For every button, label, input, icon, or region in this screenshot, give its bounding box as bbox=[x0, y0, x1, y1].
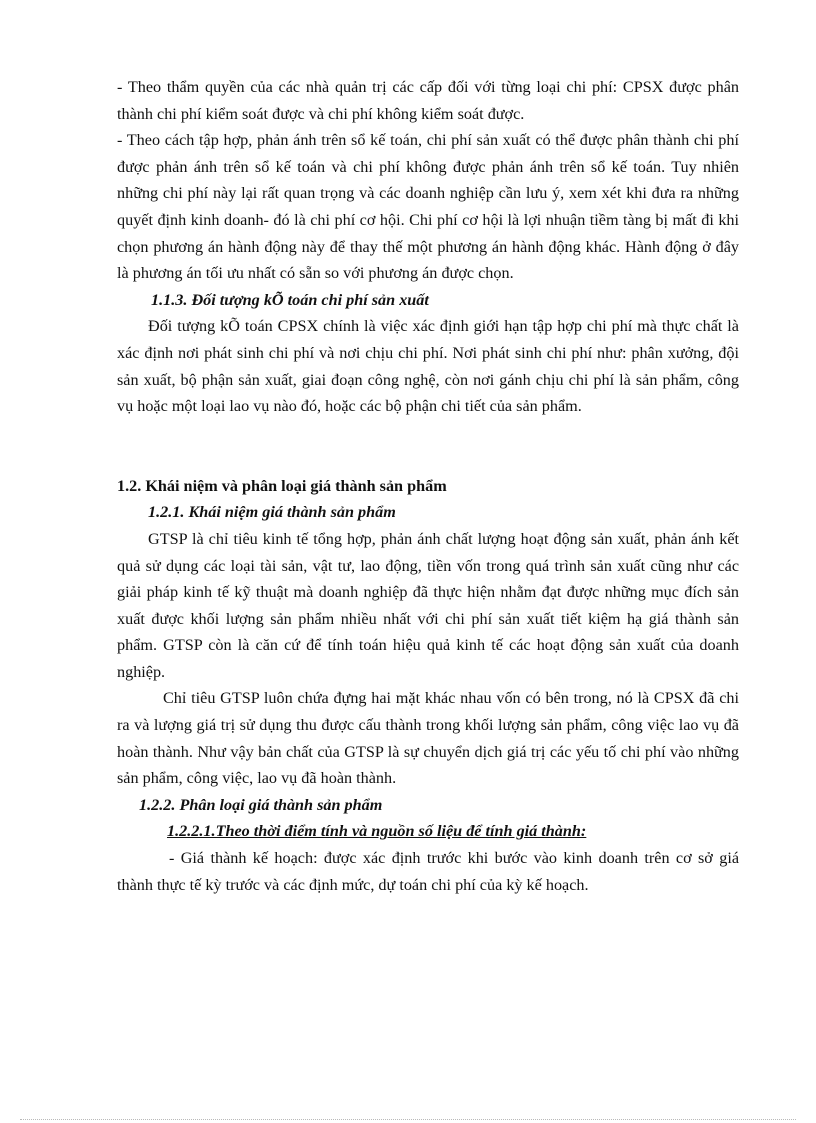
heading-1-2-1: 1.2.1. Khái niệm giá thành sản phẩm bbox=[148, 503, 396, 522]
heading-1-2-2: 1.2.2. Phân loại giá thành sản phẩm bbox=[139, 795, 383, 814]
heading-1-2-2-1: 1.2.2.1.Theo thời điểm tính và nguồn số liệu để tính giá thành: bbox=[167, 822, 587, 841]
heading-1-2: 1.2. Khái niệm và phân loại giá thành sản phẩm bbox=[117, 476, 447, 495]
paragraph-gtsp-nature: Chỉ tiêu GTSP luôn chứa đựng hai mặt khác nhau vốn có bên trong, nó là CPSX đã chi ra và lượng giá trị sử dụng thu được cấu thành trong khối lượng sản phẩm, công việc lao vụ đã hoàn thành. Như vậy bản chất của GTSP là sự chuyển dịch giá trị các yếu tố chi phí vào những sản phẩm, công việc, lao vụ đã hoàn thành. bbox=[117, 689, 739, 788]
paragraph-spacer bbox=[117, 420, 739, 473]
paragraph-planned-cost: - Giá thành kế hoạch: được xác định trước khi bước vào kinh doanh trên cơ sở giá thành thực tế kỳ trước và các định mức, dự toán chi phí của kỳ kế hoạch. bbox=[117, 849, 739, 894]
page-bottom-divider bbox=[20, 1119, 796, 1120]
paragraph-gtsp-definition: GTSP là chỉ tiêu kinh tế tổng hợp, phản ánh chất lượng hoạt động sản xuất, phản ánh kết quả sử dụng các loại tài sản, vật tư, lao động, tiền vốn trong quá trình sản xuất cũng như các giải pháp kinh tế kỹ thuật mà doanh nghiệp đã thực hiện nhằm đạt được những mục đích sản xuất được khối lượng sản phẩm nhiều nhất với chi phí sản xuất tiết kiệm hạ giá thành sản phẩm. GTSP còn là căn cứ để tính toán hiệu quả kinh tế các hoạt động sản xuất của doanh nghiệp. bbox=[117, 529, 739, 681]
paragraph-cost-control-authority: - Theo thẩm quyền của các nhà quản trị các cấp đối với từng loại chi phí: CPSX được phân thành chi phí kiểm soát được và chi phí không kiểm soát được. bbox=[117, 78, 739, 123]
paragraph-cost-recording: - Theo cách tập hợp, phản ánh trên sổ kế toán, chi phí sản xuất có thể được phân thành chi phí được phản ánh trên sổ kế toán và chi phí không được phản ánh trên sổ kế toán. Tuy nhiên những chi phí này lại rất quan trọng và các doanh nghiệp cần lưu ý, xem xét khi đưa ra những quyết định kinh doanh- đó là chi phí cơ hội. Chi phí cơ hội là lợi nhuận tiềm tàng bị mất đi khi chọn phương án hành động này để thay thế một phương án hành động khác. Hành động ở đây là phương án tối ưu nhất có sẵn so với phương án được chọn. bbox=[117, 131, 739, 283]
heading-1-1-3: 1.1.3. Đối tượng kÕ toán chi phí sản xuất bbox=[151, 290, 429, 309]
paragraph-cost-object: Đối tượng kÕ toán CPSX chính là việc xác định giới hạn tập hợp chi phí mà thực chất là xác định nơi phát sinh chi phí và nơi chịu chi phí. Nơi phát sinh chi phí như: phân xưởng, đội sản xuất, bộ phận sản xuất, giai đoạn công nghệ, còn nơi gánh chịu chi phí là sản phẩm, công vụ hoặc một loại lao vụ nào đó, hoặc các bộ phận chi tiết của sản phẩm. bbox=[117, 317, 739, 416]
document-page bbox=[117, 74, 739, 898]
